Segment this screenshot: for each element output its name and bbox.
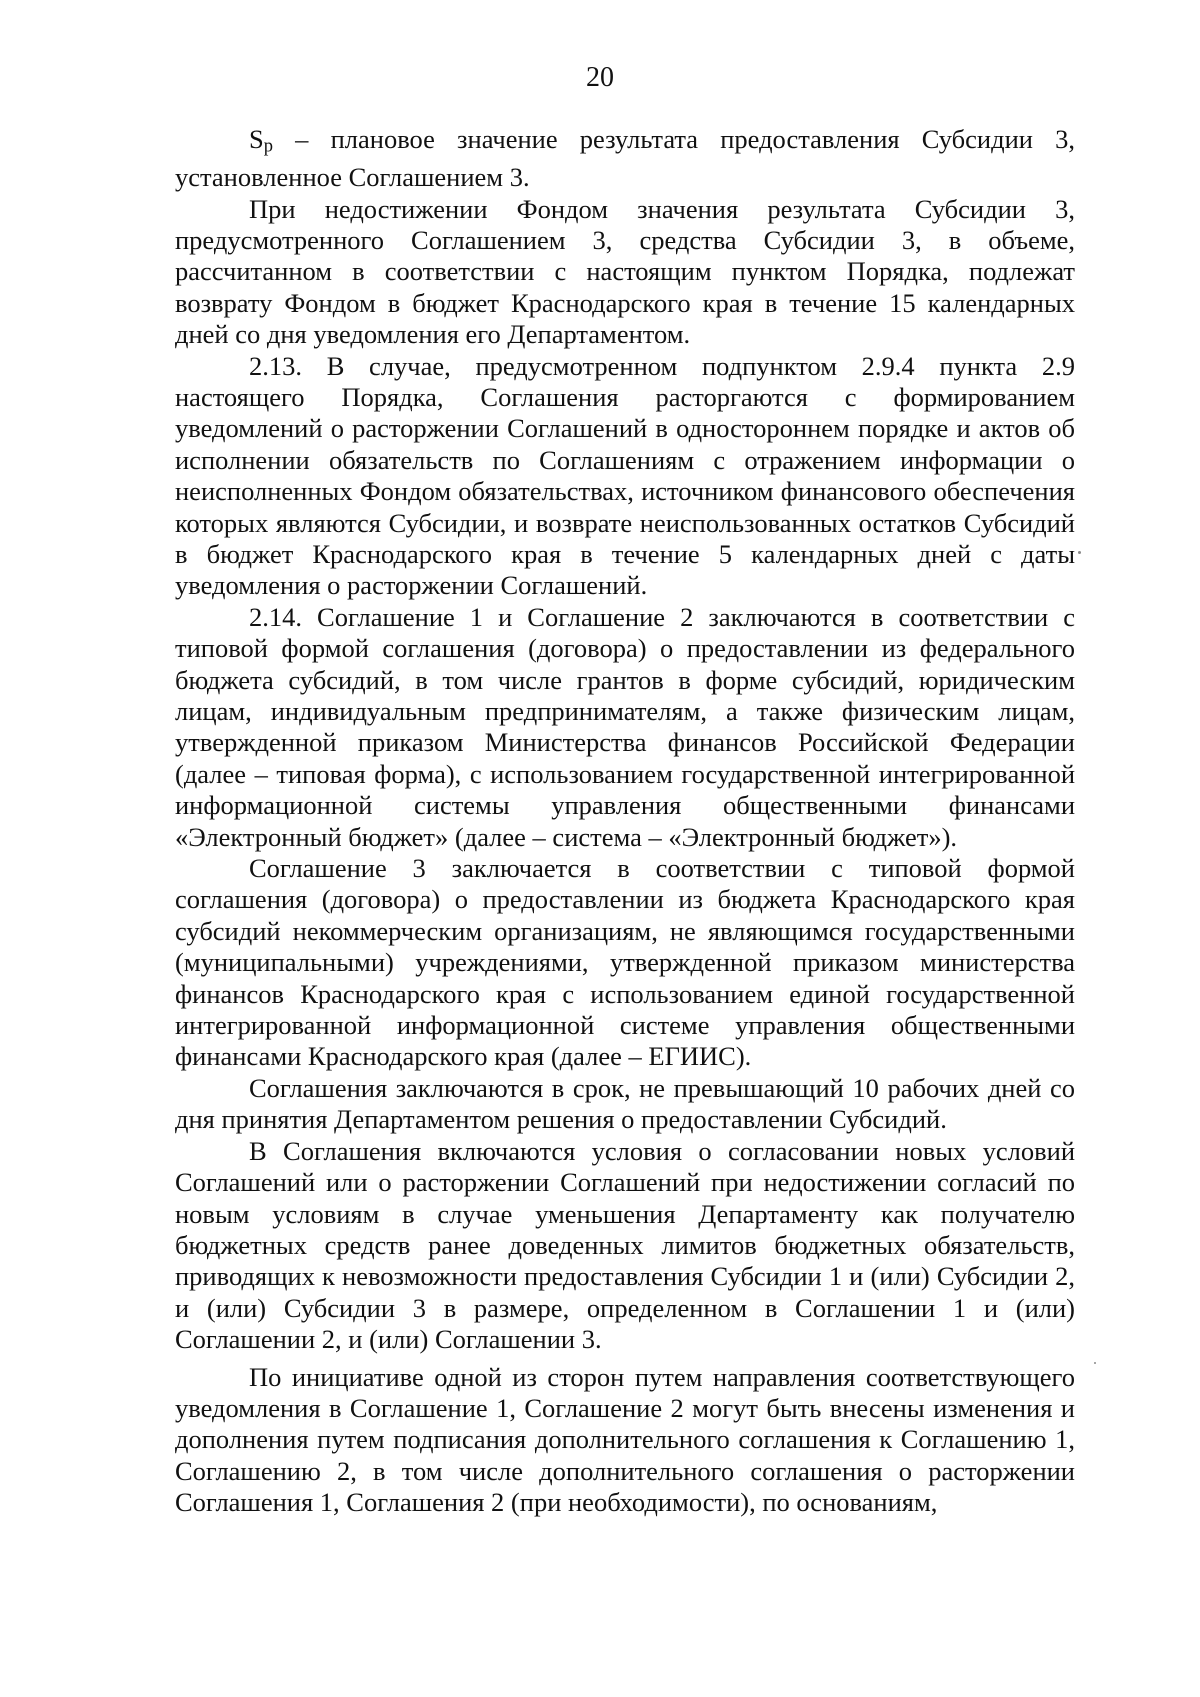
scan-speck [1078, 551, 1081, 554]
paragraph-2-14: 2.14. Соглашение 1 и Соглашение 2 заключаются в соответствии с типовой формой соглашения (договора) о предоставлении из федерального бюджета субсидий, в том числе грантов в форме субсидий, юридическим лицам, индивидуальным предпринимателям, а также физическим лицам, утвержденной приказом Министерства финансов Российской Федерации (далее – типовая форма), с использованием государственной интегрированной информационной системы управления общественными финансами «Электронный бюджет» (далее – система – «Электронный бюджет»). [175, 601, 1075, 852]
paragraph-deadline: Соглашения заключаются в срок, не превышающий 10 рабочих дней со дня принятия Департаментом решения о предоставлении Субсидий. [175, 1072, 1075, 1135]
paragraph-nonachievement: При недостижении Фондом значения результата Субсидии 3, предусмотренного Соглашением 3, средства Субсидии 3, в объеме, рассчитанном в соответствии с настоящим пунктом Порядка, подлежат возврату Фондом в бюджет Краснодарского края в течение 15 календарных дней со дня уведомления его Департаментом. [175, 193, 1075, 350]
definition-subscript: p [263, 135, 274, 157]
paragraph-conditions: В Соглашения включаются условия о согласовании новых условий Соглашений или о расторжении Соглашений при недостижении согласий по новым условиям в случае уменьшения Департаменту как получателю бюджетных средств ранее доведенных лимитов бюджетных обязательств, приводящих к невозможности предоставления Субсидии 1 и (или) Субсидии 2, и (или) Субсидии 3 в размере, определенном в Соглашении 1 и (или) Соглашении 2, и (или) Соглашении 3. [175, 1135, 1075, 1355]
page-number: 20 [586, 62, 614, 93]
definition-symbol: S [249, 124, 264, 154]
paragraph-2-13: 2.13. В случае, предусмотренном подпунктом 2.9.4 пункта 2.9 настоящего Порядка, Соглашения расторгаются с формированием уведомлений о расторжении Соглашений в одностороннем порядке и актов об исполнении обязательств по Соглашениям с отражением информации о неисполненных Фондом обязательствах, источником финансового обеспечения которых являются Субсидии, и возврате неиспользованных остатков Субсидий в бюджет Краснодарского края в течение 5 календарных дней с даты уведомления о расторжении Соглашений. [175, 350, 1075, 601]
paragraph-agreement-3: Соглашение 3 заключается в соответствии с типовой формой соглашения (договора) о предоставлении из бюджета Краснодарского края субсидий некоммерческим организациям, не являющимся государственными (муниципальными) учреждениями, утвержденной приказом министерства финансов Краснодарского края с использованием единой государственной интегрированной информационной системе управления общественными финансами Краснодарского края (далее – ЕГИИС). [175, 853, 1075, 1072]
paragraph-amendments: По инициативе одной из сторон путем направления соответствующего уведомления в Соглашение 1, Соглашение 2 могут быть внесены изменения и дополнения путем подписания дополнительного соглашения к Соглашению 1, Соглашению 2, в том числе дополнительного соглашения о расторжении Соглашения 1, Соглашения 2 (при необходимости), по основаниям, [175, 1361, 1075, 1518]
document-body [175, 124, 1075, 1519]
definition-text: – плановое значение результата предоставления Субсидии 3, установленное Соглашением 3. [175, 124, 1075, 193]
scan-speck [1094, 1362, 1096, 1364]
definition-paragraph [175, 124, 1075, 194]
